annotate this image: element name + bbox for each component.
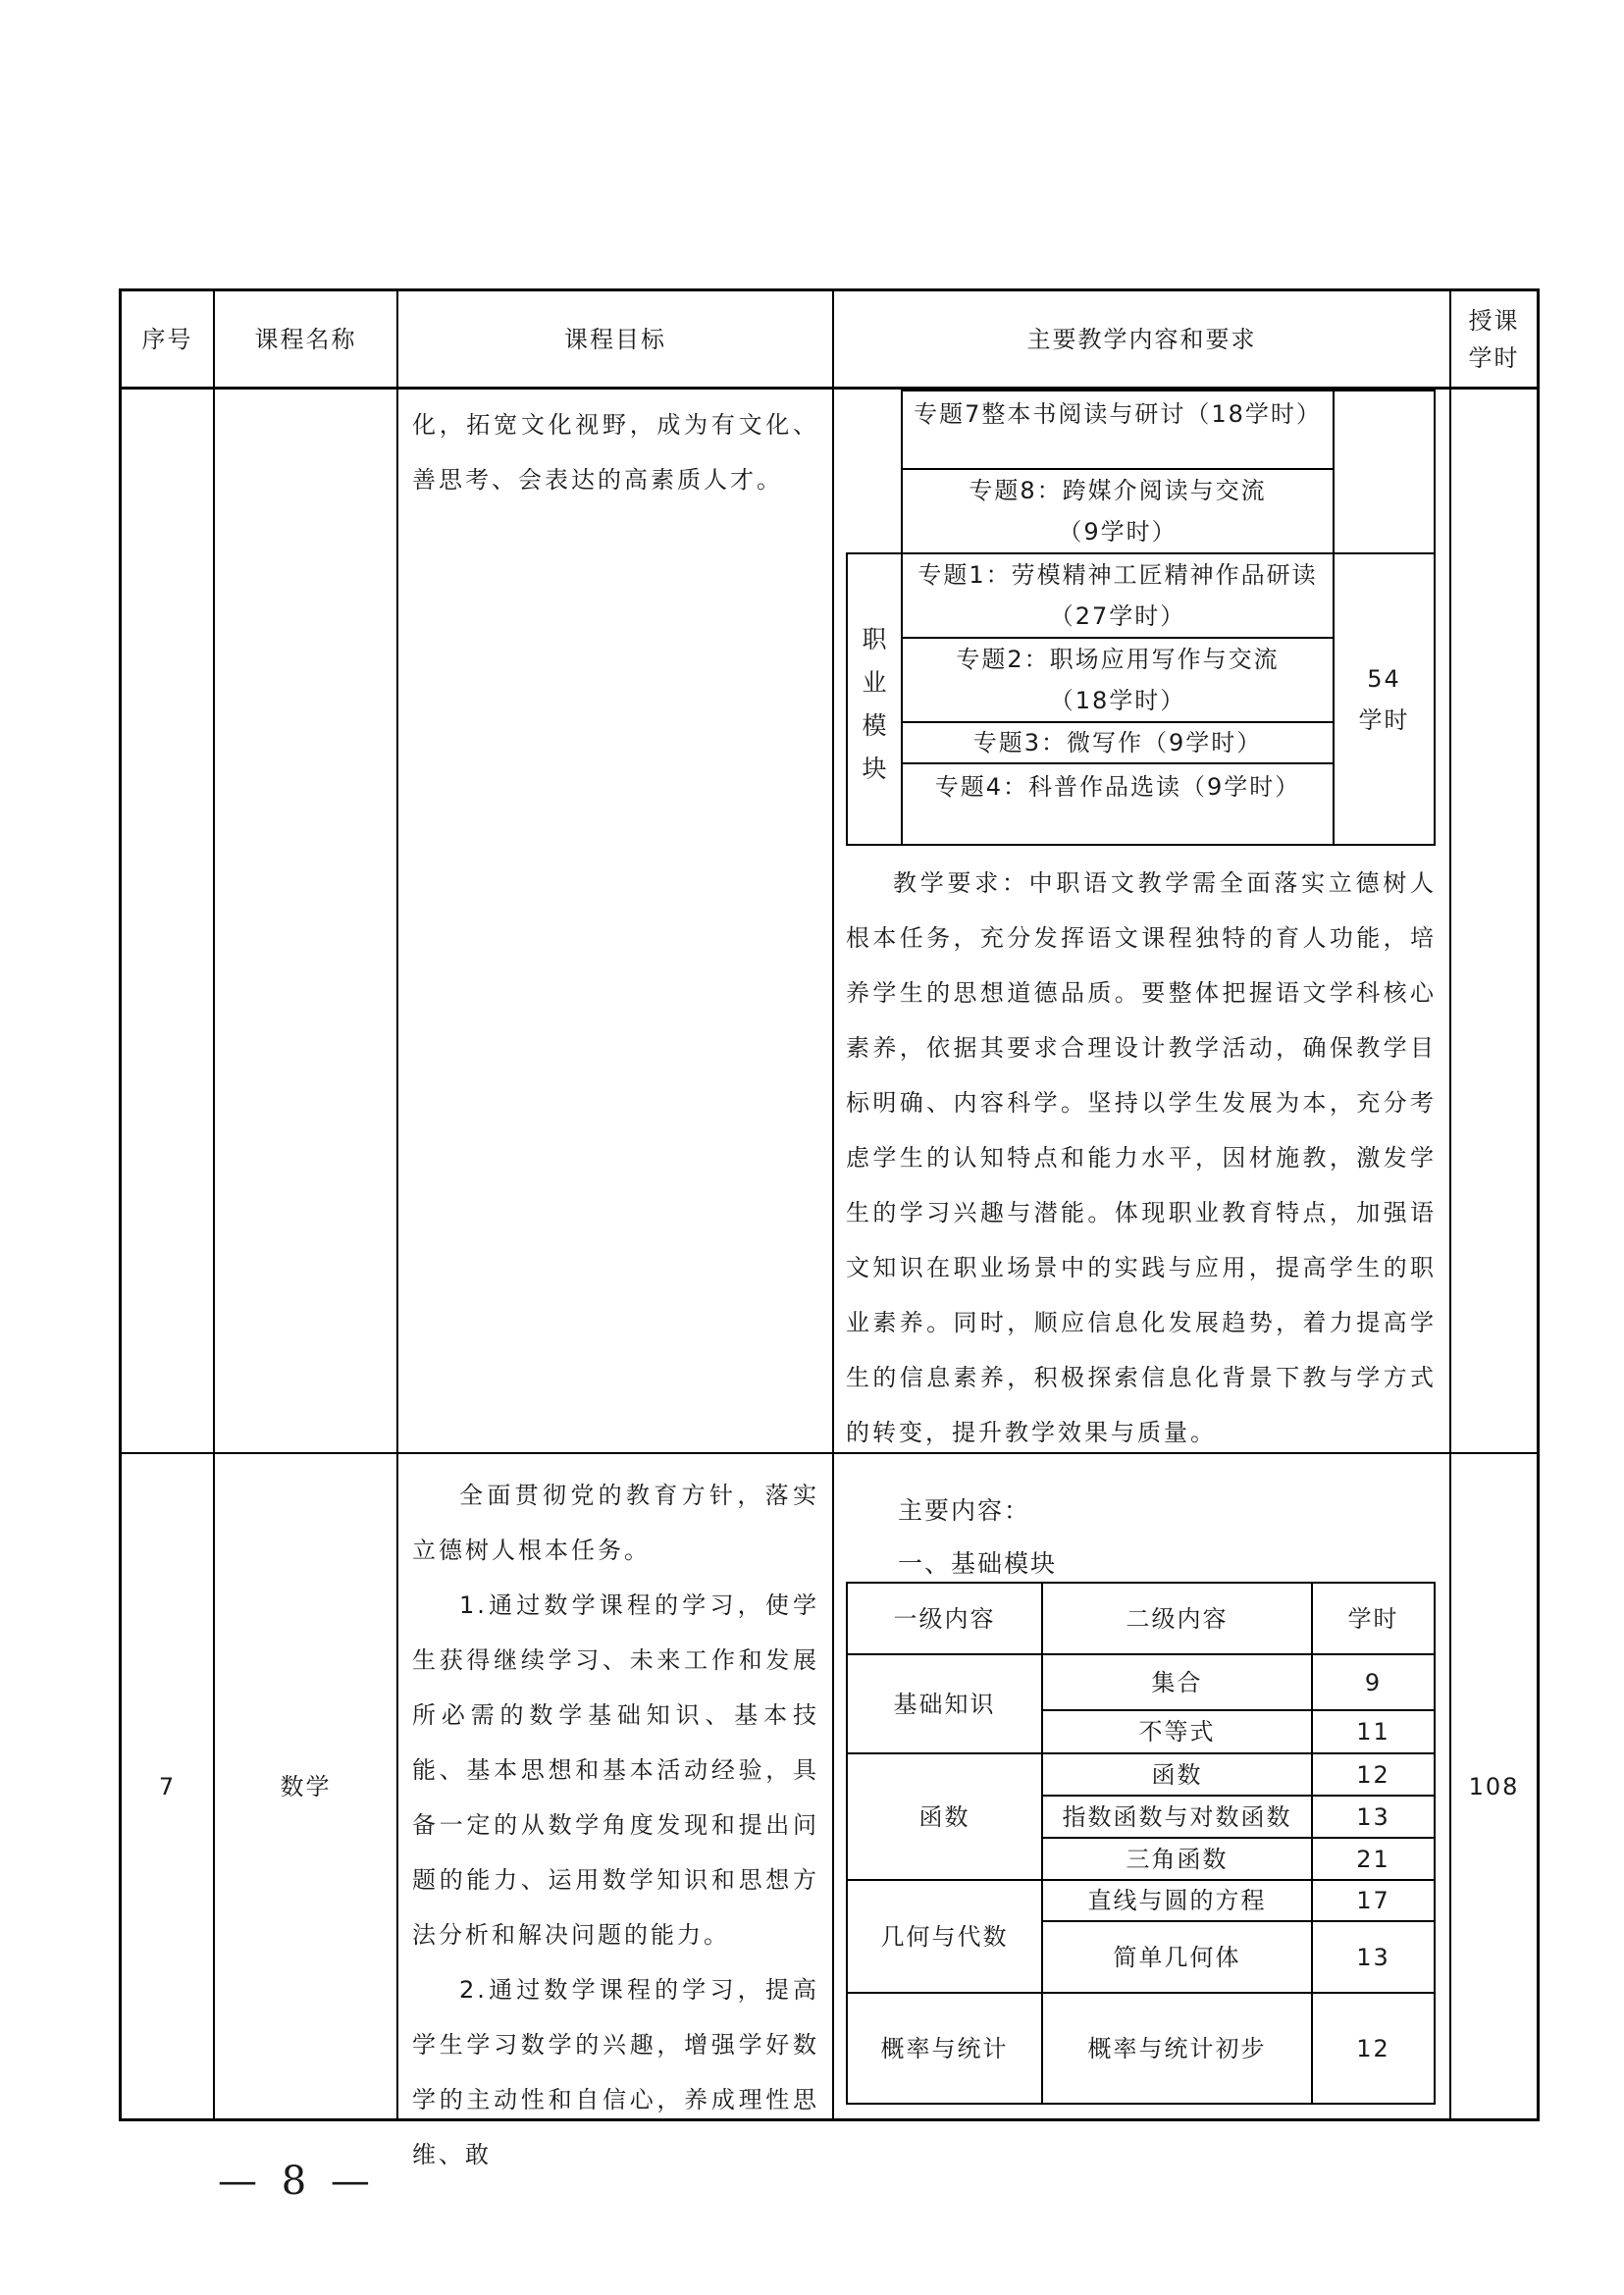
math-group-geometry: 几何与代数 bbox=[880, 1922, 1009, 1951]
career-topic-2-line2: （18学时） bbox=[1049, 687, 1186, 714]
page-number: — 8 — bbox=[218, 2159, 376, 2204]
header-index: 序号 bbox=[141, 325, 193, 353]
math-item-hours: 12 bbox=[1356, 2034, 1390, 2062]
row2-goal-p3: 2.通过数学课程的学习，提高学生学习数学的兴趣，增强学好数学的主动性和自信心，养成理性思维、敢 bbox=[412, 1976, 819, 2168]
math-item-name: 简单几何体 bbox=[1113, 1943, 1241, 1971]
math-item-name: 集合 bbox=[1151, 1668, 1203, 1696]
math-item-name: 函数 bbox=[1151, 1760, 1203, 1789]
math-item-hours: 12 bbox=[1356, 1760, 1390, 1789]
row2-goal bbox=[412, 1468, 819, 2182]
career-topic-1-line1: 专题1：劳模精神工匠精神作品研读 bbox=[917, 561, 1318, 589]
topic-8 bbox=[903, 470, 1333, 552]
career-topic-2-line1: 专题2：职场应用写作与交流 bbox=[956, 646, 1280, 673]
row2-index: 7 bbox=[158, 1772, 177, 1800]
career-module-char-3: 模 bbox=[862, 711, 887, 740]
header-course-goal: 课程目标 bbox=[564, 325, 666, 353]
math-item-name: 不等式 bbox=[1138, 1718, 1216, 1746]
career-module-char-1: 职 bbox=[862, 625, 887, 653]
topic-7: 专题7整本书阅读与研讨（18学时） bbox=[914, 400, 1322, 428]
row2-goal-p2: 1.通过数学课程的学习，使学生获得继续学习、未来工作和发展所必需的数学基础知识、基本技能、基本思想和基本活动经验，具备一定的从数学角度发现和提出问题的能力、运用数学知识和思想方法分析和解决问题的能力。 bbox=[412, 1591, 819, 1949]
math-item-hours: 17 bbox=[1356, 1887, 1390, 1914]
header-hours-line1: 授课 bbox=[1468, 306, 1520, 335]
math-item-hours: 9 bbox=[1364, 1668, 1383, 1696]
math-group-probability: 概率与统计 bbox=[880, 2034, 1009, 2062]
math-item-hours: 21 bbox=[1356, 1845, 1390, 1873]
math-header-hours: 学时 bbox=[1347, 1604, 1399, 1633]
row2-hours: 108 bbox=[1468, 1772, 1520, 1800]
math-item-name: 三角函数 bbox=[1126, 1845, 1229, 1873]
row2-content-label: 主要内容： bbox=[898, 1496, 1031, 1525]
header-course-name: 课程名称 bbox=[254, 325, 357, 353]
career-module-char-2: 业 bbox=[862, 668, 887, 697]
row2-section-label: 一、基础模块 bbox=[898, 1549, 1058, 1578]
career-topic-4: 专题4：科普作品选读（9学时） bbox=[934, 773, 1301, 801]
math-item-name: 直线与圆的方程 bbox=[1087, 1887, 1267, 1914]
career-topic-1-line2: （27学时） bbox=[1049, 602, 1186, 630]
math-header-level2: 二级内容 bbox=[1126, 1604, 1229, 1633]
header-hours bbox=[1451, 291, 1537, 387]
math-header-level1: 一级内容 bbox=[893, 1604, 996, 1633]
header-hours-line2: 学时 bbox=[1468, 343, 1520, 372]
header-content: 主要教学内容和要求 bbox=[1026, 325, 1257, 353]
math-item-hours: 13 bbox=[1356, 1943, 1390, 1971]
career-topic-2 bbox=[903, 639, 1333, 721]
career-hours-line1: 54 bbox=[1367, 664, 1401, 693]
row2-goal-p1: 全面贯彻党的教育方针，落实立德树人根本任务。 bbox=[412, 1482, 819, 1564]
math-item-name: 指数函数与对数函数 bbox=[1062, 1802, 1292, 1831]
math-group-function: 函数 bbox=[918, 1802, 970, 1831]
row2-course-name: 数学 bbox=[280, 1772, 332, 1800]
math-group-basic: 基础知识 bbox=[893, 1690, 996, 1718]
math-item-hours: 11 bbox=[1356, 1718, 1390, 1746]
career-topic-1 bbox=[903, 554, 1333, 637]
topic-8-line2: （9学时） bbox=[1058, 518, 1178, 546]
career-module-label bbox=[855, 618, 894, 791]
row1-goal-text: 化，拓宽文化视野，成为有文化、善思考、会表达的高素质人才。 bbox=[412, 411, 819, 494]
career-topic-3: 专题3：微写作（9学时） bbox=[972, 729, 1263, 756]
teaching-requirements: 教学要求：中职语文教学需全面落实立德树人根本任务，充分发挥语文课程独特的育人功能，培养学生的思想道德品质。要整体把握语文学科核心素养，依据其要求合理设计教学活动，确保教学目标明确、内容科学。坚持以学生发展为本，充分考虑学生的认知特点和能力水平，因材施教，激发学生的学习兴趣与潜能。体现职业教育特点，加强语文知识在职业场景中的实践与应用，提高学生的职业素养。同时，顺应信息化发展趋势，着力提高学生的信息素养，积极探索信息化背景下教与学方式的转变，提升教学效果与质量。 bbox=[846, 869, 1437, 1446]
career-module-hours bbox=[1335, 554, 1434, 844]
topic-8-line1: 专题8：跨媒介阅读与交流 bbox=[969, 477, 1267, 504]
math-item-hours: 13 bbox=[1356, 1802, 1390, 1831]
career-module-char-4: 块 bbox=[862, 755, 887, 783]
career-hours-line2: 学时 bbox=[1358, 705, 1410, 734]
math-item-name: 概率与统计初步 bbox=[1087, 2034, 1267, 2062]
